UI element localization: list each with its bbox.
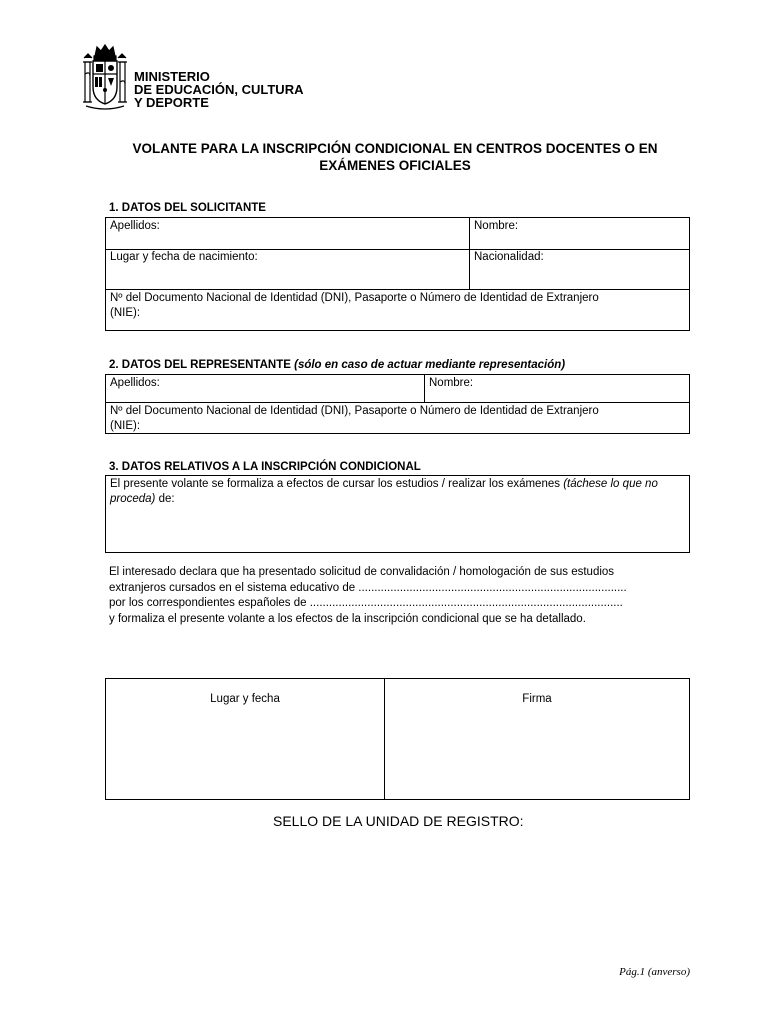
ministry-line-3: Y DEPORTE: [134, 95, 209, 110]
page-number: Pág.1 (anverso): [619, 966, 690, 978]
id-document-label-line-1: Nº del Documento Nacional de Identidad (DNI), Pasaporte o Número de Identidad de Extranjero: [110, 292, 599, 304]
section-3-text-main: El presente volante se formaliza a efectos de cursar los estudios / realizar los exámenes: [110, 478, 560, 490]
section-2-title: 2. DATOS DEL REPRESENTANTE: [109, 359, 291, 371]
applicant-surname-field[interactable]: Apellidos:: [110, 220, 160, 232]
applicant-id-document-field[interactable]: [106, 290, 689, 322]
coat-of-arms-icon: [82, 42, 128, 112]
applicant-name-field[interactable]: Nombre:: [474, 220, 519, 232]
section-2-heading: [109, 359, 565, 371]
place-date-label: Lugar y fecha: [210, 693, 280, 705]
section-1-table: [105, 217, 690, 331]
declaration-line-1: El interesado declara que ha presentado solicitud de convalidación / homologación de sus estudios: [109, 566, 615, 578]
title-line-1: VOLANTE PARA LA INSCRIPCIÓN CONDICIONAL EN CENTROS DOCENTES O EN: [132, 141, 658, 156]
section-2-note: (sólo en caso de actuar mediante representación): [294, 359, 566, 371]
declaration-text: [109, 565, 689, 627]
section-1-heading: 1. DATOS DEL SOLICITANTE: [109, 202, 266, 214]
section-3-text-italic-1: (táchese lo: [563, 478, 620, 490]
signature-label: Firma: [522, 693, 552, 705]
document-title: [100, 140, 690, 174]
signature-field[interactable]: [385, 679, 689, 799]
applicant-nationality-field[interactable]: Nacionalidad:: [474, 251, 544, 263]
ministry-line-1: MINISTERIO: [134, 69, 210, 84]
ministry-line-2: DE EDUCACIÓN, CULTURA: [134, 82, 304, 97]
representative-id-document-field[interactable]: [106, 403, 689, 435]
registry-stamp-label: SELLO DE LA UNIDAD DE REGISTRO:: [273, 813, 524, 829]
section-3-text-end: de:: [158, 493, 175, 505]
representative-name-field[interactable]: Nombre:: [429, 377, 474, 389]
section-3-text-italic-2: que no proceda): [110, 478, 658, 505]
representative-surname-field[interactable]: Apellidos:: [110, 377, 160, 389]
section-3-text: [106, 476, 689, 508]
ministry-name: [134, 70, 303, 109]
place-date-field[interactable]: [106, 679, 384, 799]
section-3-box[interactable]: [105, 475, 690, 553]
rep-id-document-label-line-1: Nº del Documento Nacional de Identidad (DNI), Pasaporte o Número de Identidad de Extranjero: [110, 405, 599, 417]
section-3-heading: 3. DATOS RELATIVOS A LA INSCRIPCIÓN CONDICIONAL: [109, 461, 421, 473]
section-2-table: [105, 374, 690, 434]
title-line-2: EXÁMENES OFICIALES: [319, 158, 471, 173]
declaration-line-4: y formaliza el presente volante a los efectos de la inscripción condicional que se ha detallado.: [109, 612, 586, 625]
declaration-line-2: extranjeros cursados en el sistema educativo de ....................................................................................: [109, 581, 627, 594]
declaration-line-3: por los correspondientes españoles de ..................................................................................................: [109, 597, 623, 609]
rep-id-document-label-line-2: (NIE):: [110, 420, 141, 432]
applicant-birth-field[interactable]: Lugar y fecha de nacimiento:: [110, 251, 258, 263]
signature-table: [105, 678, 690, 800]
id-document-label-line-2: (NIE):: [110, 307, 141, 319]
